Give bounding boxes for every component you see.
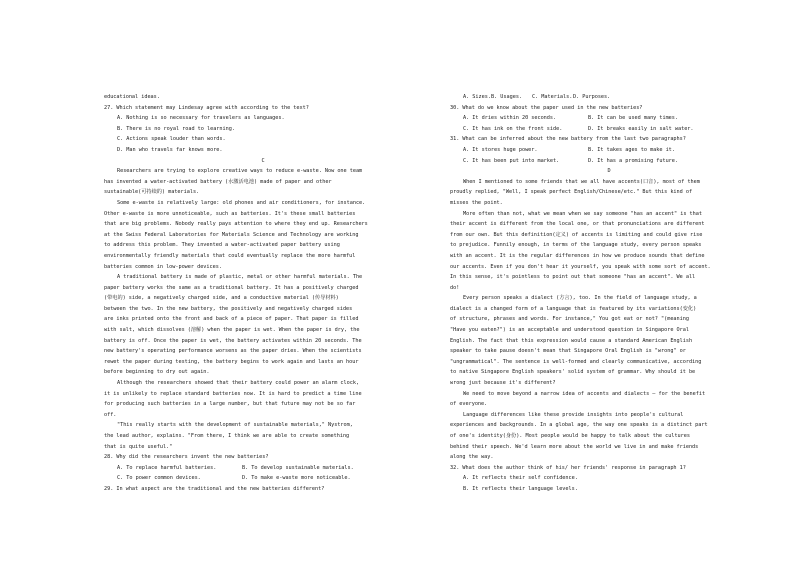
text-line: to prejudice. Funnily enough, in terms of the language study, every person speaks [450,242,702,249]
option-31b: B. It takes ages to make it. [588,146,675,153]
option-32b: B. It reflects their language levels. [463,485,578,492]
text-line: In this sense, it's pointless to point out that someone "has an accent". We all [450,274,696,281]
text-line: of one's identity(身份). Most people would be happy to talk about the cultures [450,433,690,439]
text-line: before beginning to dry out again. [104,369,210,376]
text-line: the lead author, explains. "From there, I think we are able to create something [104,433,350,439]
text-line: are inks printed onto the front and back of a piece of paper. That paper is filled [104,316,359,323]
text-line: Although the researchers showed that their battery could power an alarm clock, [117,380,360,387]
text-line: along the way. [450,454,494,461]
option-30a: A. It dries within 20 seconds. [463,115,557,122]
question-27: 27. Which statement may Lindesay agree with according to the text? [104,104,309,111]
text-line: to native Singapore English speakers' solid system of grammar. Why should it be [450,369,696,376]
option-28c: C. To power common devices. [117,475,201,482]
options-28-row2 [104,473,422,484]
text-line: proudly replied, "Well, I speak perfect English/Chinese/etc." But this kind of [450,189,693,196]
section-heading-d: D [607,168,611,175]
text-line: behind their speech. We'd learn more about the world we live in and make friends [450,443,699,450]
option-28b: B. To develop sustainable materials. [242,464,354,471]
text-line: has invented a water-activated battery (水激活电池) made of paper and other [104,178,332,185]
section-heading-c: C [261,157,265,164]
text-line: with salt, which dissolves (溶解) when the paper is wet. When the paper is dry, the [104,327,360,334]
text-line: wrong just because it's different? [450,380,556,387]
question-32: 32. What does the author think of his/ her friends' response in paragraph 1? [450,464,686,471]
question-30: 30. What do we know about the paper used in the new batteries? [450,104,643,111]
text-line: rewet the paper during testing, the battery begins to work again and lasts an hour [104,358,359,365]
text-line: Language differences like these provide insights into people's cultural [463,411,684,418]
text-line: misses the point. [450,199,503,206]
text-line: English. The fact that this expression would cause a standard American English [450,337,693,344]
text-line: their accent is different from the local one, or that pronunciations are different [450,221,705,228]
text-line: for producing such batteries in a large number, but that future may not be so far [104,401,356,408]
option-29a: A. Sizes. [463,94,491,100]
option-32a: A. It reflects their self confidence. [463,475,578,482]
text-line: between the two. In the new battery, the positively and negatively charged sides [104,305,353,312]
option-29d: D. Purposes. [573,94,611,100]
option-28d: D. To make e-waste more noticeable. [242,475,351,482]
text-line: Every person speaks a dialect (方言), too. In the field of language study, a [463,295,697,302]
text-line: paper battery works the same as a traditional battery. It has a positively charged [104,284,359,291]
options-29 [450,92,768,103]
text-line: our accents. Even if you don't hear it yourself, you speak with some sort of accent. [450,263,711,270]
option-31d: D. It has a promising future. [588,157,678,164]
text-line: speaker to take pause doesn't mean that Singapore Oral English is "wrong" or [450,348,686,355]
right-column [450,92,768,495]
text-line: Other e-waste is more unnoticeable, such as batteries. It's these small batteries [104,210,356,217]
options-31-row1 [450,145,768,156]
text-line: We need to move beyond a narrow idea of accents and dialects — for the benefit [463,390,706,397]
text-line: off. [104,411,117,418]
text-line: from our own. But this definition(定义) of accents is limiting and could give rise [450,231,703,238]
text-line: batteries common in low-power devices. [104,263,222,270]
text-line: environmentally friendly materials that could eventually replace the more harmful [104,252,356,259]
question-31: 31. What can be inferred about the new battery from the last two paragraphs? [450,136,686,143]
option-27b: B. There is no royal road to learning. [117,125,235,132]
text-line: to address this problem. They invented a water-activated paper battery using [104,242,340,249]
option-27c: C. Actions speak louder than words. [117,136,226,143]
options-28-row1 [104,463,422,474]
text-line: experiences and backgrounds. In a global age, the way one speaks is a distinct part [450,422,708,429]
option-28a: A. To replace harmful batteries. [117,464,217,471]
option-31a: A. It stores huge power. [463,146,538,153]
text-line: of everyone. [450,401,488,408]
text-line: A traditional battery is made of plastic, metal or other harmful materials. The [117,274,363,281]
options-30-row1 [450,113,768,124]
text-line: "ungrammatical". The sentence is well-formed and clearly communicative, according [450,358,702,365]
left-column [104,92,422,495]
text-line: sustainable(可持续的) materials. [104,189,200,196]
text-line: it is unlikely to replace standard batteries now. It is hard to predict a time line [104,390,362,397]
options-31-row2 [450,156,768,167]
text-line: battery is off. Once the paper is wet, the battery activates within 20 seconds. The [104,337,362,344]
text-line: (带电的) side, a negatively charged side, and a conductive material (传导材料) [104,295,339,302]
question-28: 28. Why did the researchers invent the new batteries? [104,454,269,461]
text-line: "This really starts with the development of sustainable materials," Nystrom, [117,422,353,429]
question-29: 29. In what aspect are the traditional and the new batteries different? [104,485,325,492]
text-line: new battery's operating performance worsens as the paper dries. When the scientists [104,348,362,355]
text-line: educational ideas. [104,94,160,100]
option-30c: C. It has ink on the front side. [463,125,563,132]
text-line: at the Swiss Federal Laboratories for Materials Science and Technology are working [104,231,359,238]
option-29c: C. Materials. [532,94,573,100]
text-line: of structure, phrases and words. For instance," You got eat or not? "(meaning [450,316,689,323]
text-line: Some e-waste is relatively large: old phones and air conditioners, for instance. [117,199,366,206]
options-30-row2 [450,124,768,135]
option-30d: D. It breaks easily in salt water. [588,125,694,132]
text-line: that are big problems. Nobody really pays attention to where they end up. Researchers [104,221,368,228]
text-line: with an accent. It is the regular differences in how we produce sounds that define [450,252,705,259]
text-line: When I mentioned to some friends that we all have accents(口音), most of them [463,178,700,185]
option-27d: D. Man who travels far knows more. [117,146,223,153]
text-line: that is quite useful." [104,443,173,450]
text-line: "Have you eaten?") is an acceptable and understood question in Singapore Oral [450,327,689,334]
text-line: Researchers are trying to explore creative ways to reduce e-waste. Now one team [117,168,363,175]
option-29b: B. Usages. [491,94,523,100]
option-27a: A. Nothing is so necessary for travelers as languages. [117,115,285,122]
text-line: do! [450,284,460,291]
option-30b: B. It can be used many times. [588,115,678,122]
option-31c: C. It has been put into market. [463,157,560,164]
text-line: dialect is a changed form of a language that is featured by its variations(变化) [450,305,697,312]
text-line: More often than not, what we mean when we say someone "has an accent" is that [463,210,702,217]
